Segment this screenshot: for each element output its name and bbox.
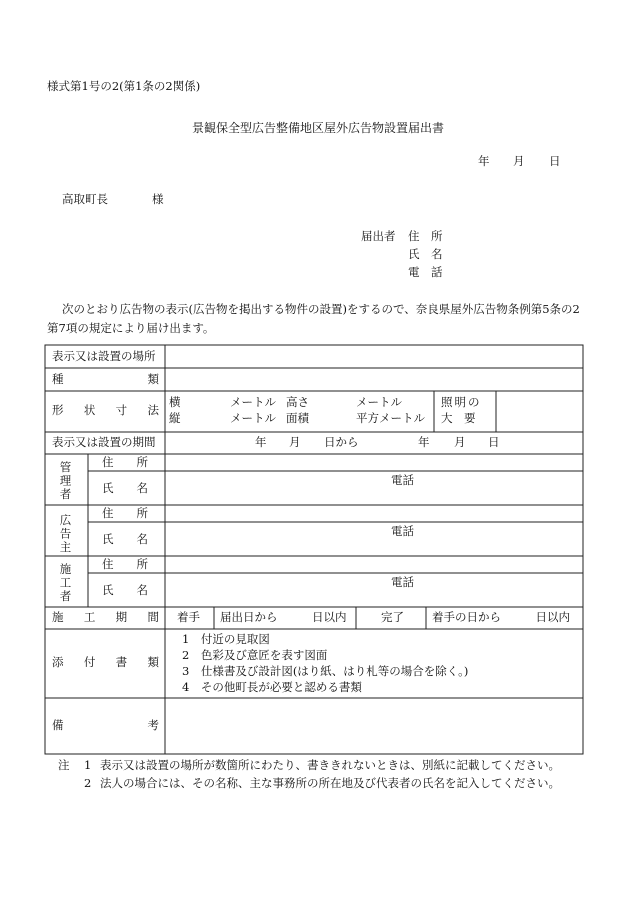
manager-phone-label: 電話 xyxy=(391,473,414,487)
size-height-unit: メートル xyxy=(230,411,276,425)
intro-line-1: 次のとおり広告物の表示(広告物を掲出する物件の設置)をするので、奈良県屋外広告物条例第5条の2 xyxy=(62,302,580,316)
work-start-label: 着手 xyxy=(177,610,200,624)
addressee-honorific: 様 xyxy=(152,192,164,206)
note-1-text: 表示又は設置の場所が数箇所にわたり、書ききれないときは、別紙に記載してください。 xyxy=(100,758,560,772)
addressee: 高取町長 xyxy=(62,192,108,206)
size-label: 形 状 寸 法 xyxy=(52,403,159,417)
attachment-item-1: 1 付近の見取図 xyxy=(182,632,270,646)
advertiser-address-label: 住 所 xyxy=(102,506,148,520)
advertiser-name-label: 氏 名 xyxy=(102,532,148,546)
period-year-2: 年 xyxy=(418,435,430,449)
location-label: 表示又は設置の場所 xyxy=(52,349,156,363)
lighting-label: 照明の xyxy=(441,395,482,409)
period-month-1: 月 xyxy=(289,435,301,449)
attachments-label: 添 付 書 類 xyxy=(52,655,159,669)
size-high-label: 高さ xyxy=(286,395,309,409)
size-area-unit: 平方メートル xyxy=(356,411,425,425)
manager-label: 管理者 xyxy=(58,461,73,502)
notifier-phone-label: 電 話 xyxy=(408,265,443,279)
lighting-label-2: 大 要 xyxy=(441,411,476,425)
contractor-label: 施工者 xyxy=(58,563,73,604)
manager-name-label: 氏 名 xyxy=(102,481,148,495)
type-label: 種 類 xyxy=(52,372,159,386)
size-height-label: 縦 xyxy=(169,411,181,425)
size-width-label: 横 xyxy=(169,395,181,409)
notifier-address-label: 住 所 xyxy=(408,229,443,243)
date-month-label: 月 xyxy=(513,154,525,168)
size-width-unit: メートル xyxy=(230,395,276,409)
date-day-label: 日 xyxy=(549,154,561,168)
work-finish-label: 完了 xyxy=(381,610,404,624)
note-1-number: 1 xyxy=(84,758,92,772)
notes-label: 注 xyxy=(58,758,70,772)
note-2-number: 2 xyxy=(84,776,92,790)
work-finish-value: 着手の日から 日以内 xyxy=(432,610,570,624)
manager-address-label: 住 所 xyxy=(102,455,148,469)
contractor-name-label: 氏 名 xyxy=(102,583,148,597)
size-high-unit: メートル xyxy=(356,395,402,409)
note-2-text: 法人の場合には、その名称、主な事務所の所在地及び代表者の氏名を記入してください。 xyxy=(100,776,560,790)
period-day-2: 日 xyxy=(488,435,500,449)
period-from: 日から xyxy=(324,435,359,449)
work-period-label: 施 工 期 間 xyxy=(52,610,159,624)
period-label: 表示又は設置の期間 xyxy=(52,435,156,449)
attachment-item-3: 3 仕様書及び設計図(はり紙、はり札等の場合を除く。) xyxy=(182,664,469,678)
advertiser-label: 広告主 xyxy=(58,514,73,555)
remarks-label: 備 考 xyxy=(52,718,159,732)
date-year-label: 年 xyxy=(478,154,490,168)
advertiser-phone-label: 電話 xyxy=(391,524,414,538)
attachment-item-2: 2 色彩及び意匠を表す図面 xyxy=(182,648,328,662)
intro-line-2: 第7項の規定により届け出ます。 xyxy=(47,321,215,335)
size-area-label: 面積 xyxy=(286,411,309,425)
contractor-address-label: 住 所 xyxy=(102,557,148,571)
notifier-name-label: 氏 名 xyxy=(408,247,443,261)
attachment-item-4: 4 その他町長が必要と認める書類 xyxy=(182,680,362,694)
contractor-phone-label: 電話 xyxy=(391,575,414,589)
period-month-2: 月 xyxy=(454,435,466,449)
notifier-label: 届出者 xyxy=(361,229,396,243)
document-title: 景観保全型広告整備地区屋外広告物設置届出書 xyxy=(192,121,445,135)
form-number: 様式第1号の2(第1条の2関係) xyxy=(47,79,201,93)
period-year-1: 年 xyxy=(255,435,267,449)
work-start-value: 届出日から 日以内 xyxy=(220,610,347,624)
